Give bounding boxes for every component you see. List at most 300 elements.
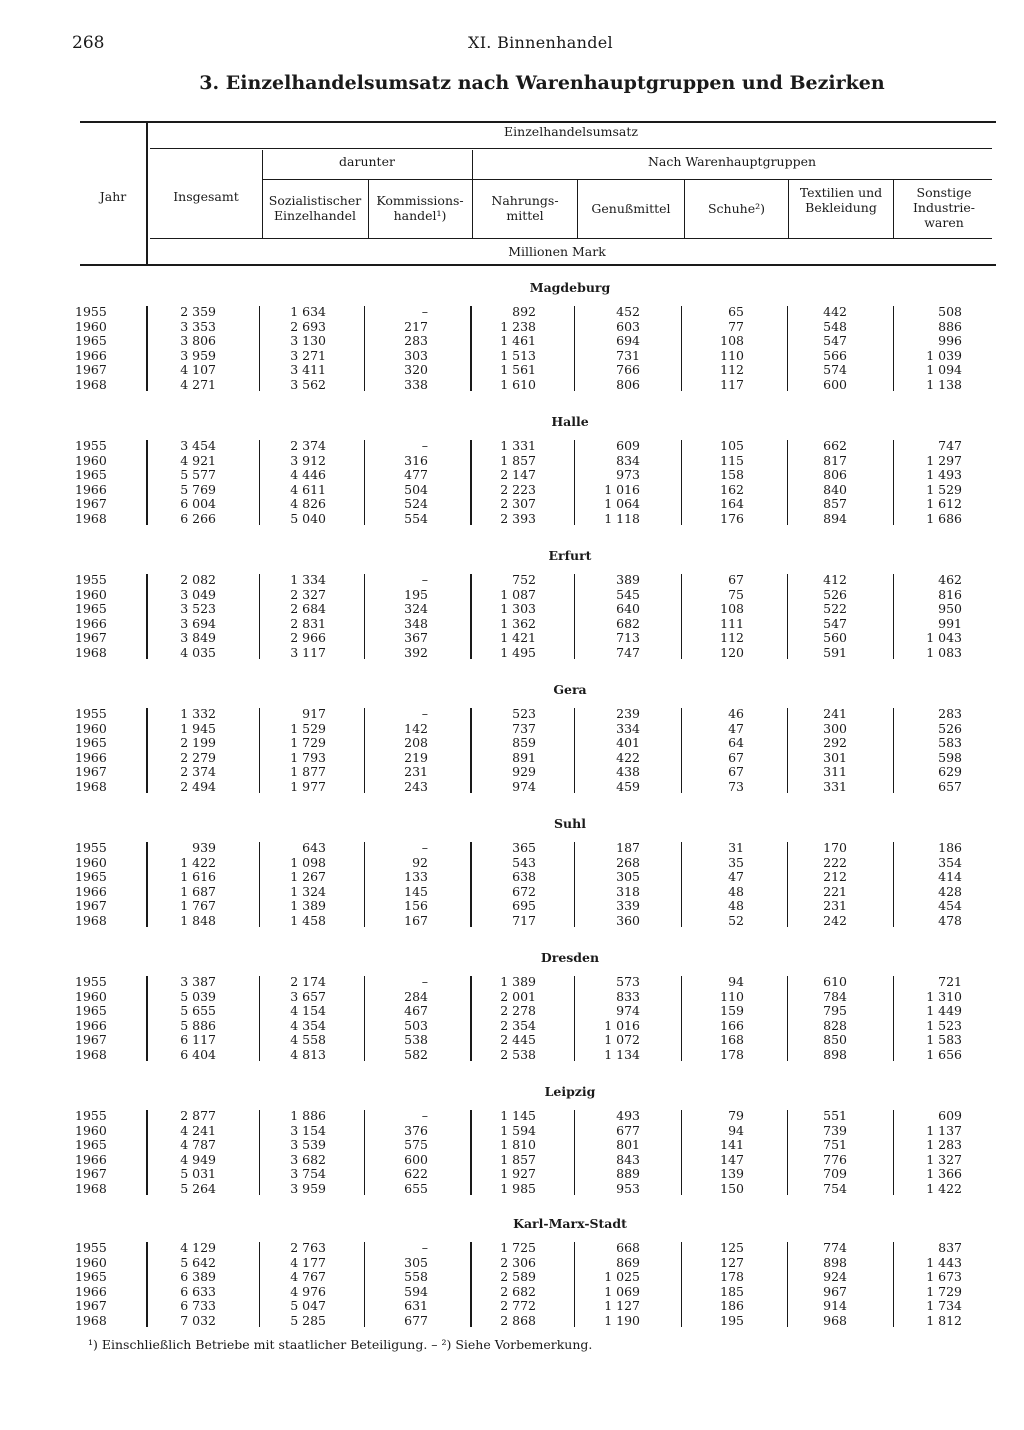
cell-sozialistischer: 5 285 — [290, 1312, 326, 1328]
cell-year: 1955 — [75, 706, 107, 721]
cell-genussmittel: 1 127 — [604, 1298, 640, 1313]
cell-insgesamt: 2 199 — [180, 735, 216, 750]
cell-schuhe: 112 — [720, 362, 744, 377]
cell-schuhe: 178 — [720, 1046, 744, 1062]
cell-schuhe: 159 — [720, 1003, 744, 1018]
cell-kommissionshandel: 145 — [404, 883, 428, 899]
cell-schuhe: 139 — [720, 1166, 744, 1181]
table-row — [0, 1285, 1024, 1300]
cell-sonstige: 478 — [938, 912, 962, 928]
cell-insgesamt: 3 387 — [180, 974, 216, 989]
header-vline-7 — [893, 180, 894, 238]
cell-nahrungsmittel: 2 772 — [500, 1298, 536, 1313]
cell-kommissionshandel: 503 — [404, 1017, 428, 1033]
cell-year: 1955 — [75, 304, 107, 319]
cell-sonstige: 1 422 — [926, 1180, 962, 1196]
cell-insgesamt: 5 886 — [180, 1017, 216, 1033]
header-schuhe: Schuhe²) — [707, 201, 765, 216]
section-heading: Suhl — [554, 816, 586, 831]
cell-schuhe: 67 — [728, 572, 744, 587]
cell-nahrungsmittel: 1 238 — [500, 318, 536, 334]
cell-sozialistischer: 2 174 — [290, 974, 326, 989]
cell-textilien: 751 — [823, 1137, 847, 1152]
cell-sonstige: 1 283 — [926, 1137, 962, 1152]
table-row — [0, 899, 1024, 914]
cell-year: 1965 — [75, 467, 107, 482]
cell-year: 1967 — [75, 1298, 107, 1313]
cell-year: 1968 — [75, 510, 107, 526]
cell-sozialistischer: 3 117 — [290, 644, 326, 660]
cell-insgesamt: 2 359 — [180, 304, 216, 319]
cell-schuhe: 77 — [728, 318, 744, 334]
cell-sonstige: 721 — [938, 974, 962, 989]
cell-sozialistischer: 3 657 — [290, 988, 326, 1004]
cell-nahrungsmittel: 2 868 — [500, 1312, 536, 1328]
cell-sonstige: 1 612 — [926, 496, 962, 511]
cell-sozialistischer: 4 177 — [290, 1254, 326, 1270]
cell-sozialistischer: 3 130 — [290, 333, 326, 348]
cell-insgesamt: 6 633 — [180, 1283, 216, 1299]
cell-sonstige: 1 812 — [926, 1312, 962, 1328]
table-row — [0, 631, 1024, 646]
cell-sonstige: 428 — [938, 883, 962, 899]
table-row — [0, 1241, 1024, 1256]
cell-textilien: 828 — [823, 1017, 847, 1033]
cell-sonstige: 1 310 — [926, 988, 962, 1004]
cell-textilien: 857 — [823, 496, 847, 511]
cell-kommissionshandel: 231 — [404, 764, 428, 779]
cell-insgesamt: 6 404 — [180, 1046, 216, 1062]
cell-kommissionshandel: 324 — [404, 601, 428, 616]
cell-year: 1960 — [75, 720, 107, 736]
cell-nahrungsmittel: 1 331 — [500, 438, 536, 453]
cell-schuhe: 127 — [720, 1254, 744, 1270]
cell-sonstige: 1 094 — [926, 362, 962, 377]
cell-year: 1960 — [75, 854, 107, 870]
cell-nahrungsmittel: 1 810 — [500, 1137, 536, 1152]
cell-sonstige: 1 493 — [926, 467, 962, 482]
cell-sozialistischer: 1 324 — [290, 883, 326, 899]
cell-sonstige: 1 327 — [926, 1151, 962, 1167]
cell-insgesamt: 7 032 — [180, 1312, 216, 1328]
cell-sonstige: 1 138 — [926, 376, 962, 392]
cell-year: 1967 — [75, 898, 107, 913]
cell-insgesamt: 6 733 — [180, 1298, 216, 1313]
cell-year: 1965 — [75, 333, 107, 348]
cell-kommissionshandel: 376 — [404, 1122, 428, 1138]
cell-sozialistischer: 4 976 — [290, 1283, 326, 1299]
table-row — [0, 646, 1024, 661]
cell-schuhe: 35 — [728, 854, 744, 870]
cell-kommissionshandel: 208 — [404, 735, 428, 750]
cell-insgesamt: 5 039 — [180, 988, 216, 1004]
cell-schuhe: 186 — [720, 1298, 744, 1313]
cell-insgesamt: 5 655 — [180, 1003, 216, 1018]
cell-textilien: 551 — [823, 1108, 847, 1123]
cell-schuhe: 52 — [728, 912, 744, 928]
cell-genussmittel: 493 — [616, 1108, 640, 1123]
cell-insgesamt: 4 271 — [180, 376, 216, 392]
cell-genussmittel: 339 — [616, 898, 640, 913]
cell-nahrungsmittel: 1 087 — [500, 586, 536, 602]
table-row — [0, 870, 1024, 885]
table-row — [0, 378, 1024, 393]
cell-kommissionshandel: 156 — [404, 898, 428, 913]
cell-sonstige: 454 — [938, 898, 962, 913]
table-row — [0, 588, 1024, 603]
cell-genussmittel: 974 — [616, 1003, 640, 1018]
cell-genussmittel: 422 — [616, 749, 640, 765]
cell-kommissionshandel: 677 — [404, 1312, 428, 1328]
cell-insgesamt: 1 687 — [180, 883, 216, 899]
cell-insgesamt: 3 353 — [180, 318, 216, 334]
cell-sonstige: 1 083 — [926, 644, 962, 660]
cell-insgesamt: 939 — [192, 840, 216, 855]
cell-genussmittel: 843 — [616, 1151, 640, 1167]
cell-insgesamt: 1 767 — [180, 898, 216, 913]
table-row — [0, 305, 1024, 320]
cell-year: 1955 — [75, 1240, 107, 1255]
cell-sozialistischer: 3 411 — [290, 362, 326, 377]
table-title-text: 3. Einzelhandelsumsatz nach Warenhauptgruppen und Bezirken — [199, 72, 885, 94]
cell-schuhe: 120 — [720, 644, 744, 660]
cell-textilien: 574 — [823, 362, 847, 377]
cell-insgesamt: 3 454 — [180, 438, 216, 453]
cell-kommissionshandel: 554 — [404, 510, 428, 526]
cell-genussmittel: 452 — [616, 304, 640, 319]
cell-nahrungsmittel: 892 — [512, 304, 536, 319]
cell-nahrungsmittel: 1 362 — [500, 615, 536, 631]
table-row — [0, 751, 1024, 766]
cell-sozialistischer: 1 886 — [290, 1108, 326, 1123]
cell-nahrungsmittel: 543 — [512, 854, 536, 870]
cell-schuhe: 108 — [720, 601, 744, 616]
header-vline-2 — [368, 180, 369, 238]
cell-textilien: 600 — [823, 376, 847, 392]
cell-sonstige: 598 — [938, 749, 962, 765]
table-row — [0, 914, 1024, 929]
footnote: ¹) Einschließlich Betriebe mit staatlicher Beteiligung. – ²) Siehe Vorbemerkung. — [88, 1337, 593, 1352]
cell-sonstige: 186 — [938, 840, 962, 855]
cell-year: 1965 — [75, 735, 107, 750]
cell-textilien: 526 — [823, 586, 847, 602]
cell-insgesamt: 6 389 — [180, 1269, 216, 1284]
cell-genussmittel: 833 — [616, 988, 640, 1004]
cell-sozialistischer: 1 634 — [290, 304, 326, 319]
cell-textilien: 709 — [823, 1166, 847, 1181]
cell-kommissionshandel: – — [421, 572, 428, 587]
table-row — [0, 1019, 1024, 1034]
cell-kommissionshandel: 284 — [404, 988, 428, 1004]
cell-schuhe: 67 — [728, 749, 744, 765]
cell-schuhe: 65 — [728, 304, 744, 319]
cell-insgesamt: 1 848 — [180, 912, 216, 928]
cell-year: 1965 — [75, 1269, 107, 1284]
cell-kommissionshandel: 575 — [404, 1137, 428, 1152]
cell-kommissionshandel: 219 — [404, 749, 428, 765]
cell-sozialistischer: 2 327 — [290, 586, 326, 602]
cell-sozialistischer: 3 682 — [290, 1151, 326, 1167]
cell-insgesamt: 1 945 — [180, 720, 216, 736]
cell-schuhe: 48 — [728, 898, 744, 913]
cell-schuhe: 117 — [720, 376, 744, 392]
cell-kommissionshandel: – — [421, 304, 428, 319]
cell-textilien: 967 — [823, 1283, 847, 1299]
cell-nahrungsmittel: 1 725 — [500, 1240, 536, 1255]
header-vline-jahr — [146, 123, 148, 266]
cell-schuhe: 164 — [720, 496, 744, 511]
cell-nahrungsmittel: 2 223 — [500, 481, 536, 497]
cell-genussmittel: 438 — [616, 764, 640, 779]
cell-kommissionshandel: 195 — [404, 586, 428, 602]
cell-year: 1955 — [75, 438, 107, 453]
cell-textilien: 968 — [823, 1312, 847, 1328]
cell-schuhe: 150 — [720, 1180, 744, 1196]
cell-kommissionshandel: 524 — [404, 496, 428, 511]
cell-textilien: 566 — [823, 347, 847, 363]
cell-genussmittel: 713 — [616, 630, 640, 645]
cell-schuhe: 75 — [728, 586, 744, 602]
table-row — [0, 349, 1024, 364]
cell-kommissionshandel: 477 — [404, 467, 428, 482]
cell-nahrungsmittel: 365 — [512, 840, 536, 855]
cell-genussmittel: 545 — [616, 586, 640, 602]
cell-insgesamt: 3 806 — [180, 333, 216, 348]
cell-sozialistischer: 4 611 — [290, 481, 326, 497]
cell-kommissionshandel: 348 — [404, 615, 428, 631]
header-rule-darunter — [262, 179, 472, 180]
cell-sozialistischer: 3 912 — [290, 452, 326, 468]
section-heading: Leipzig — [544, 1084, 596, 1099]
cell-year: 1967 — [75, 764, 107, 779]
cell-kommissionshandel: 392 — [404, 644, 428, 660]
cell-year: 1960 — [75, 1254, 107, 1270]
cell-sozialistischer: 1 793 — [290, 749, 326, 765]
cell-genussmittel: 459 — [616, 778, 640, 794]
cell-textilien: 292 — [823, 735, 847, 750]
cell-genussmittel: 305 — [616, 869, 640, 884]
cell-nahrungsmittel: 638 — [512, 869, 536, 884]
cell-sonstige: 996 — [938, 333, 962, 348]
cell-year: 1965 — [75, 1137, 107, 1152]
cell-sozialistischer: 4 558 — [290, 1032, 326, 1047]
cell-schuhe: 31 — [728, 840, 744, 855]
cell-sozialistischer: 643 — [302, 840, 326, 855]
cell-kommissionshandel: 558 — [404, 1269, 428, 1284]
table-row — [0, 573, 1024, 588]
cell-sozialistischer: 1 729 — [290, 735, 326, 750]
header-rule-waren — [472, 179, 992, 180]
cell-kommissionshandel: 504 — [404, 481, 428, 497]
cell-textilien: 914 — [823, 1298, 847, 1313]
cell-genussmittel: 694 — [616, 333, 640, 348]
cell-year: 1960 — [75, 1122, 107, 1138]
cell-insgesamt: 3 959 — [180, 347, 216, 363]
cell-textilien: 548 — [823, 318, 847, 334]
cell-textilien: 898 — [823, 1254, 847, 1270]
cell-kommissionshandel: 133 — [404, 869, 428, 884]
cell-year: 1967 — [75, 496, 107, 511]
cell-sozialistischer: 1 389 — [290, 898, 326, 913]
cell-year: 1966 — [75, 347, 107, 363]
cell-insgesamt: 6 117 — [180, 1032, 216, 1047]
cell-insgesamt: 1 332 — [180, 706, 216, 721]
cell-year: 1968 — [75, 1046, 107, 1062]
cell-nahrungsmittel: 1 985 — [500, 1180, 536, 1196]
table-row — [0, 512, 1024, 527]
cell-textilien: 170 — [823, 840, 847, 855]
cell-kommissionshandel: – — [421, 1108, 428, 1123]
cell-sonstige: 1 529 — [926, 481, 962, 497]
cell-nahrungsmittel: 1 303 — [500, 601, 536, 616]
cell-genussmittel: 834 — [616, 452, 640, 468]
cell-schuhe: 166 — [720, 1017, 744, 1033]
cell-genussmittel: 731 — [616, 347, 640, 363]
cell-sozialistischer: 2 374 — [290, 438, 326, 453]
table-row — [0, 602, 1024, 617]
cell-textilien: 754 — [823, 1180, 847, 1196]
cell-sozialistischer: 1 098 — [290, 854, 326, 870]
table-row — [0, 975, 1024, 990]
cell-genussmittel: 682 — [616, 615, 640, 631]
cell-schuhe: 112 — [720, 630, 744, 645]
cell-year: 1968 — [75, 644, 107, 660]
cell-nahrungsmittel: 2 393 — [500, 510, 536, 526]
cell-nahrungsmittel: 717 — [512, 912, 536, 928]
table-row — [0, 990, 1024, 1005]
cell-nahrungsmittel: 1 610 — [500, 376, 536, 392]
cell-schuhe: 67 — [728, 764, 744, 779]
cell-sozialistischer: 5 047 — [290, 1298, 326, 1313]
cell-kommissionshandel: 316 — [404, 452, 428, 468]
table-row — [0, 334, 1024, 349]
cell-sozialistischer: 4 446 — [290, 467, 326, 482]
cell-nahrungsmittel: 1 857 — [500, 452, 536, 468]
cell-kommissionshandel: – — [421, 840, 428, 855]
cell-textilien: 591 — [823, 644, 847, 660]
cell-kommissionshandel: 631 — [404, 1298, 428, 1313]
cell-year: 1966 — [75, 1017, 107, 1033]
cell-year: 1968 — [75, 376, 107, 392]
cell-kommissionshandel: 594 — [404, 1283, 428, 1299]
cell-insgesamt: 4 129 — [180, 1240, 216, 1255]
cell-nahrungsmittel: 1 461 — [500, 333, 536, 348]
cell-sonstige: 414 — [938, 869, 962, 884]
cell-nahrungsmittel: 2 682 — [500, 1283, 536, 1299]
cell-sonstige: 886 — [938, 318, 962, 334]
table-row — [0, 468, 1024, 483]
table-row — [0, 1153, 1024, 1168]
cell-insgesamt: 4 241 — [180, 1122, 216, 1138]
table-row — [0, 320, 1024, 335]
table-row — [0, 1167, 1024, 1182]
cell-sozialistischer: 1 458 — [290, 912, 326, 928]
cell-schuhe: 115 — [720, 452, 744, 468]
cell-insgesamt: 3 849 — [180, 630, 216, 645]
cell-textilien: 241 — [823, 706, 847, 721]
cell-textilien: 412 — [823, 572, 847, 587]
cell-nahrungsmittel: 1 513 — [500, 347, 536, 363]
cell-insgesamt: 2 279 — [180, 749, 216, 765]
cell-sonstige: 1 729 — [926, 1283, 962, 1299]
cell-kommissionshandel: 538 — [404, 1032, 428, 1047]
header-nahrungsmittel: Nahrungs-mittel — [491, 193, 559, 223]
cell-insgesamt: 4 921 — [180, 452, 216, 468]
cell-genussmittel: 677 — [616, 1122, 640, 1138]
table-row — [0, 363, 1024, 378]
cell-textilien: 560 — [823, 630, 847, 645]
cell-sonstige: 1 734 — [926, 1298, 962, 1313]
cell-sonstige: 1 137 — [926, 1122, 962, 1138]
table-row — [0, 780, 1024, 795]
header-rule-sub — [150, 238, 992, 239]
cell-sozialistischer: 3 754 — [290, 1166, 326, 1181]
cell-schuhe: 178 — [720, 1269, 744, 1284]
cell-nahrungsmittel: 2 306 — [500, 1254, 536, 1270]
cell-year: 1955 — [75, 572, 107, 587]
cell-kommissionshandel: 367 — [404, 630, 428, 645]
cell-textilien: 776 — [823, 1151, 847, 1167]
cell-sonstige: 526 — [938, 720, 962, 736]
cell-insgesamt: 2 082 — [180, 572, 216, 587]
cell-sonstige: 1 686 — [926, 510, 962, 526]
cell-nahrungsmittel: 672 — [512, 883, 536, 899]
cell-sonstige: 991 — [938, 615, 962, 631]
cell-kommissionshandel: 622 — [404, 1166, 428, 1181]
cell-sonstige: 1 039 — [926, 347, 962, 363]
cell-genussmittel: 187 — [616, 840, 640, 855]
cell-schuhe: 176 — [720, 510, 744, 526]
cell-textilien: 610 — [823, 974, 847, 989]
cell-genussmittel: 806 — [616, 376, 640, 392]
cell-sozialistischer: 2 693 — [290, 318, 326, 334]
cell-sozialistischer: 3 539 — [290, 1137, 326, 1152]
cell-genussmittel: 889 — [616, 1166, 640, 1181]
table-row — [0, 765, 1024, 780]
cell-nahrungsmittel: 1 495 — [500, 644, 536, 660]
cell-textilien: 924 — [823, 1269, 847, 1284]
cell-sozialistischer: 2 684 — [290, 601, 326, 616]
header-vline-6 — [788, 180, 789, 238]
running-head: XI. Binnenhandel — [468, 33, 613, 52]
header-jahr: Jahr — [99, 189, 127, 204]
cell-schuhe: 47 — [728, 869, 744, 884]
cell-genussmittel: 668 — [616, 1240, 640, 1255]
cell-nahrungsmittel: 1 561 — [500, 362, 536, 377]
table-row — [0, 736, 1024, 751]
cell-insgesamt: 3 523 — [180, 601, 216, 616]
cell-insgesamt: 5 031 — [180, 1166, 216, 1181]
cell-insgesamt: 4 949 — [180, 1151, 216, 1167]
cell-year: 1966 — [75, 1283, 107, 1299]
header-top-rule — [80, 121, 996, 123]
cell-genussmittel: 1 025 — [604, 1269, 640, 1284]
cell-sozialistischer: 1 529 — [290, 720, 326, 736]
table-row — [0, 1256, 1024, 1271]
cell-year: 1968 — [75, 912, 107, 928]
cell-textilien: 894 — [823, 510, 847, 526]
cell-nahrungsmittel: 2 147 — [500, 467, 536, 482]
cell-sonstige: 1 043 — [926, 630, 962, 645]
cell-textilien: 547 — [823, 333, 847, 348]
cell-insgesamt: 3 049 — [180, 586, 216, 602]
cell-genussmittel: 268 — [616, 854, 640, 870]
cell-textilien: 522 — [823, 601, 847, 616]
cell-schuhe: 94 — [728, 1122, 744, 1138]
cell-nahrungsmittel: 2 589 — [500, 1269, 536, 1284]
cell-nahrungsmittel: 2 307 — [500, 496, 536, 511]
cell-sozialistischer: 1 977 — [290, 778, 326, 794]
